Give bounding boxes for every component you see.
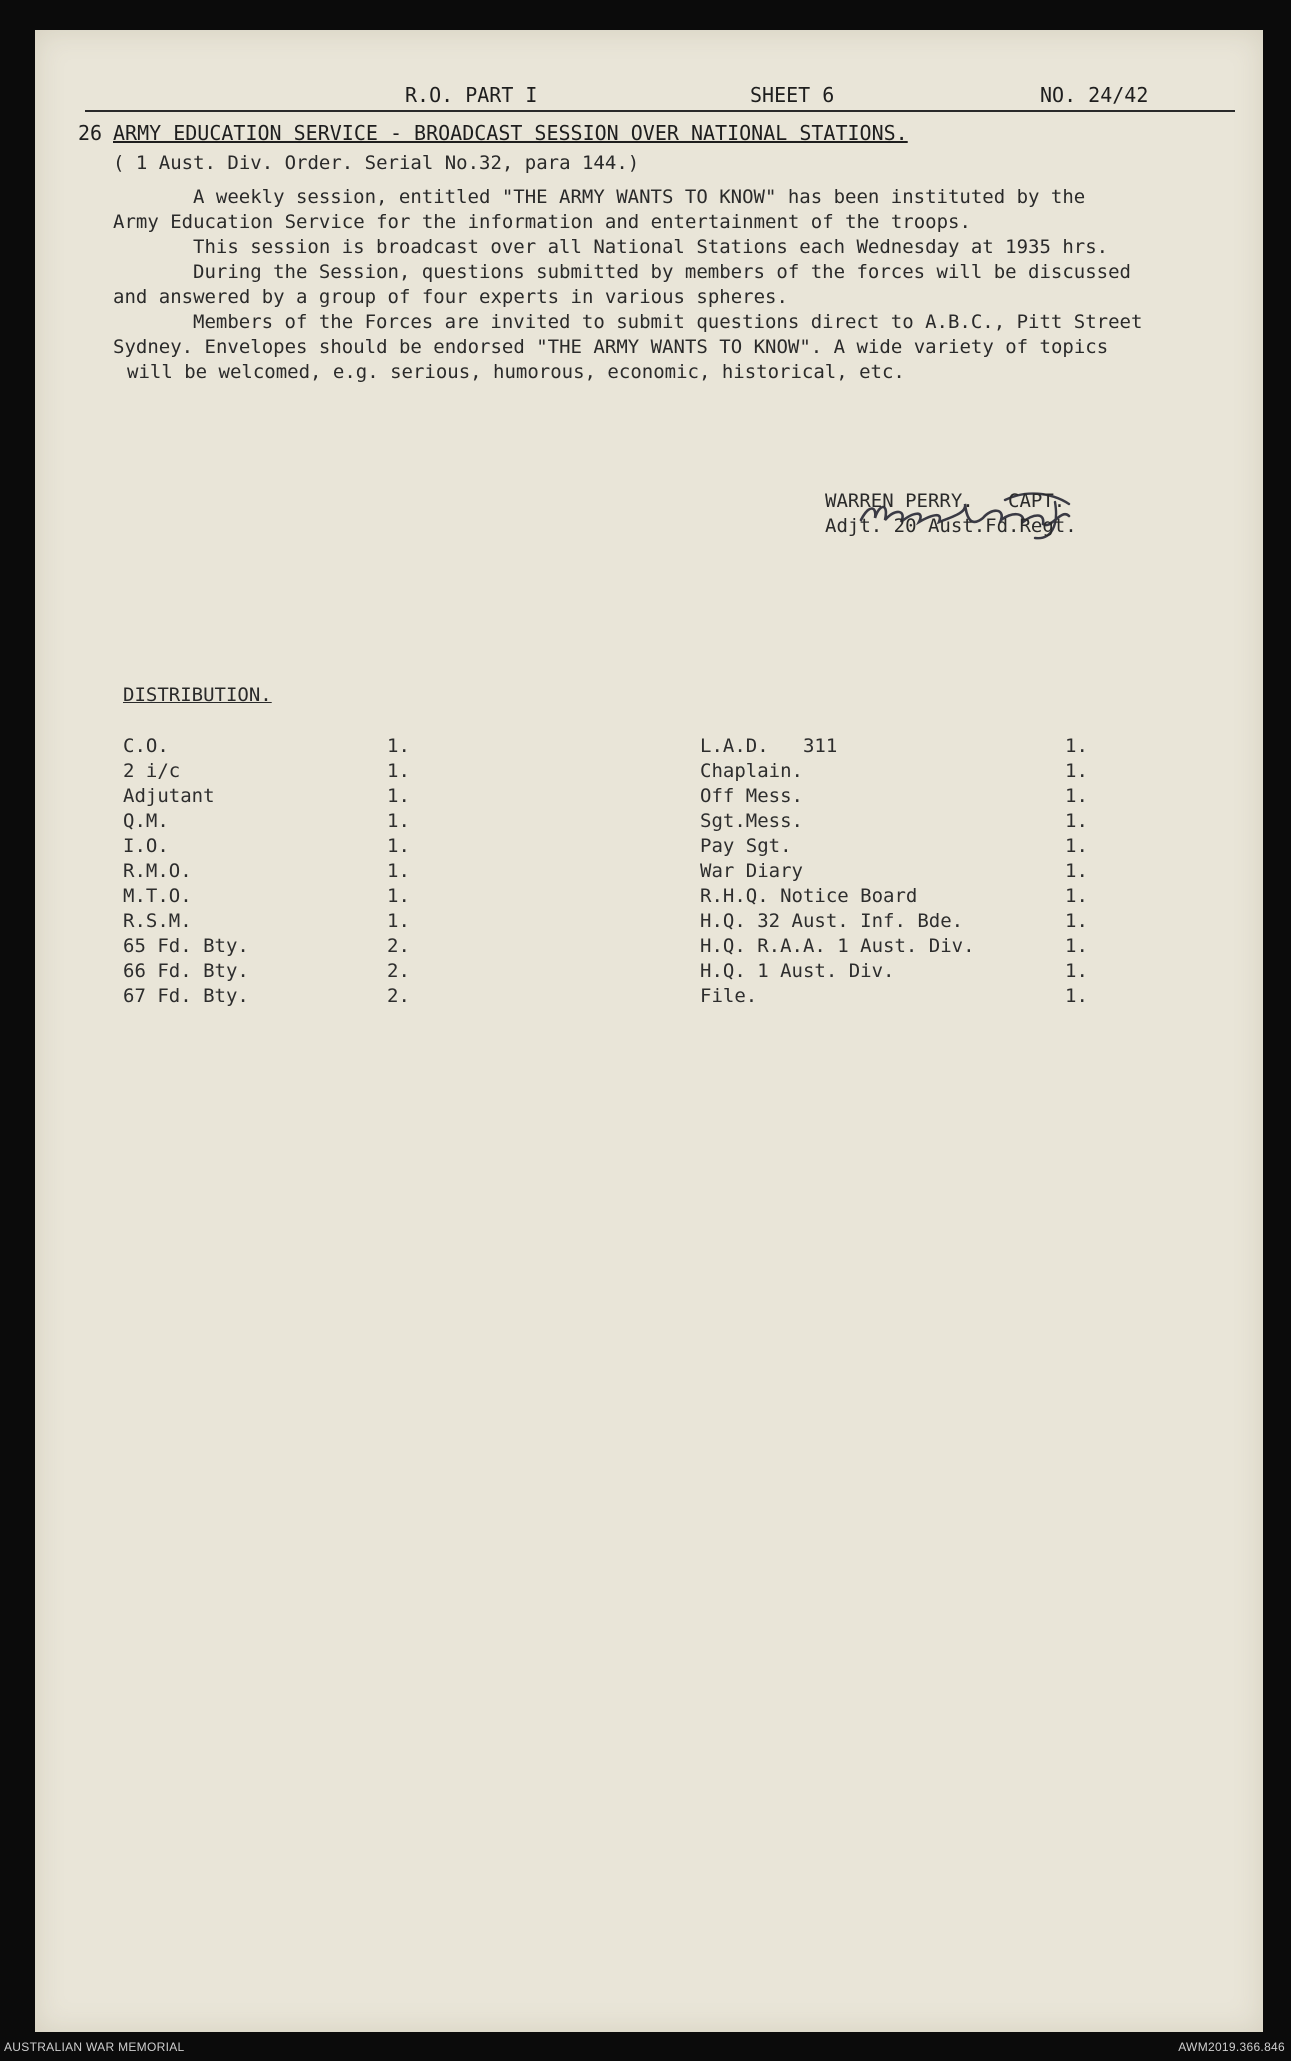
- recipient-qty: 1.: [387, 860, 410, 882]
- body-line: Sydney. Envelopes should be endorsed "THE ARMY WANTS TO KNOW". A wide variety of topics: [113, 336, 1109, 358]
- archive-reference: AWM2019.366.846: [1178, 2040, 1285, 2054]
- body-line: Members of the Forces are invited to submit questions direct to A.B.C., Pitt Street: [193, 311, 1143, 333]
- recipient-qty: 2.: [387, 935, 410, 957]
- signatory-name: WARREN PERRY. CAPT.: [825, 490, 1066, 512]
- distribution-row: [35, 835, 1263, 859]
- recipient-qty: 1.: [1065, 835, 1088, 857]
- recipient-qty: 1.: [1065, 860, 1088, 882]
- recipient-name: Adjutant: [123, 785, 215, 807]
- body-line: Army Education Service for the information and entertainment of the troops.: [113, 211, 971, 233]
- recipient-name: Off Mess.: [700, 785, 803, 807]
- distribution-heading: DISTRIBUTION.: [123, 684, 272, 706]
- recipient-qty: 1.: [387, 835, 410, 857]
- recipient-qty: 1.: [1065, 885, 1088, 907]
- recipient-qty: 1.: [1065, 760, 1088, 782]
- recipient-qty: 1.: [1065, 810, 1088, 832]
- sheet-label: SHEET 6: [750, 83, 835, 107]
- recipient-name: H.Q. 1 Aust. Div.: [700, 960, 895, 982]
- body-line: will be welcomed, e.g. serious, humorous, economic, historical, etc.: [127, 361, 905, 383]
- recipient-qty: 1.: [1065, 935, 1088, 957]
- recipient-name: 66 Fd. Bty.: [123, 960, 249, 982]
- recipient-name: C.O.: [123, 735, 169, 757]
- recipient-qty: 1.: [387, 910, 410, 932]
- recipient-qty: 1.: [387, 810, 410, 832]
- document-page: [35, 30, 1263, 2032]
- recipient-qty: 1.: [387, 785, 410, 807]
- recipient-name: H.Q. R.A.A. 1 Aust. Div.: [700, 935, 975, 957]
- recipient-name: R.M.O.: [123, 860, 192, 882]
- recipient-name: M.T.O.: [123, 885, 192, 907]
- recipient-name: War Diary: [700, 860, 803, 882]
- recipient-name: R.H.Q. Notice Board: [700, 885, 918, 907]
- distribution-row: [35, 735, 1263, 759]
- recipient-qty: 1.: [1065, 785, 1088, 807]
- recipient-name: Q.M.: [123, 810, 169, 832]
- body-line: and answered by a group of four experts in various spheres.: [113, 286, 788, 308]
- distribution-row: [35, 885, 1263, 909]
- item-title: ARMY EDUCATION SERVICE - BROADCAST SESSION OVER NATIONAL STATIONS.: [113, 121, 908, 145]
- distribution-row: [35, 910, 1263, 934]
- recipient-name: R.S.M.: [123, 910, 192, 932]
- body-line: A weekly session, entitled "THE ARMY WANTS TO KNOW" has been instituted by the: [193, 186, 1086, 208]
- recipient-qty: 1.: [387, 735, 410, 757]
- recipient-name: Chaplain.: [700, 760, 803, 782]
- recipient-qty: 2.: [387, 985, 410, 1007]
- distribution-row: [35, 810, 1263, 834]
- distribution-row: [35, 985, 1263, 1009]
- distribution-row: [35, 935, 1263, 959]
- recipient-name: 67 Fd. Bty.: [123, 985, 249, 1007]
- body-line: This session is broadcast over all National Stations each Wednesday at 1935 hrs.: [193, 236, 1109, 258]
- distribution-list: [35, 30, 1263, 2032]
- distribution-row: [35, 860, 1263, 884]
- order-number: NO. 24/42: [1040, 83, 1149, 107]
- recipient-qty: 2.: [387, 960, 410, 982]
- distribution-row: [35, 960, 1263, 984]
- recipient-name: Sgt.Mess.: [700, 810, 803, 832]
- recipient-qty: 1.: [387, 760, 410, 782]
- ro-part-label: R.O. PART I: [405, 83, 538, 107]
- recipient-name: 2 i/c: [123, 760, 181, 782]
- recipient-name: L.A.D. 311: [700, 735, 838, 757]
- recipient-qty: 1.: [1065, 960, 1088, 982]
- body-line: During the Session, questions submitted by members of the forces will be discussed: [193, 261, 1131, 283]
- recipient-qty: 1.: [1065, 985, 1088, 1007]
- recipient-name: 65 Fd. Bty.: [123, 935, 249, 957]
- distribution-row: [35, 760, 1263, 784]
- recipient-name: Pay Sgt.: [700, 835, 792, 857]
- recipient-name: H.Q. 32 Aust. Inf. Bde.: [700, 910, 964, 932]
- recipient-qty: 1.: [387, 885, 410, 907]
- recipient-name: I.O.: [123, 835, 169, 857]
- signatory-appointment: Adjt. 20 Aust.Fd.Regt.: [825, 515, 1077, 537]
- recipient-qty: 1.: [1065, 910, 1088, 932]
- item-number: 26: [78, 121, 103, 145]
- item-reference: ( 1 Aust. Div. Order. Serial No.32, para 144.): [113, 152, 640, 174]
- recipient-name: File.: [700, 985, 758, 1007]
- recipient-qty: 1.: [1065, 735, 1088, 757]
- distribution-row: [35, 785, 1263, 809]
- archive-credit: AUSTRALIAN WAR MEMORIAL: [4, 2040, 185, 2054]
